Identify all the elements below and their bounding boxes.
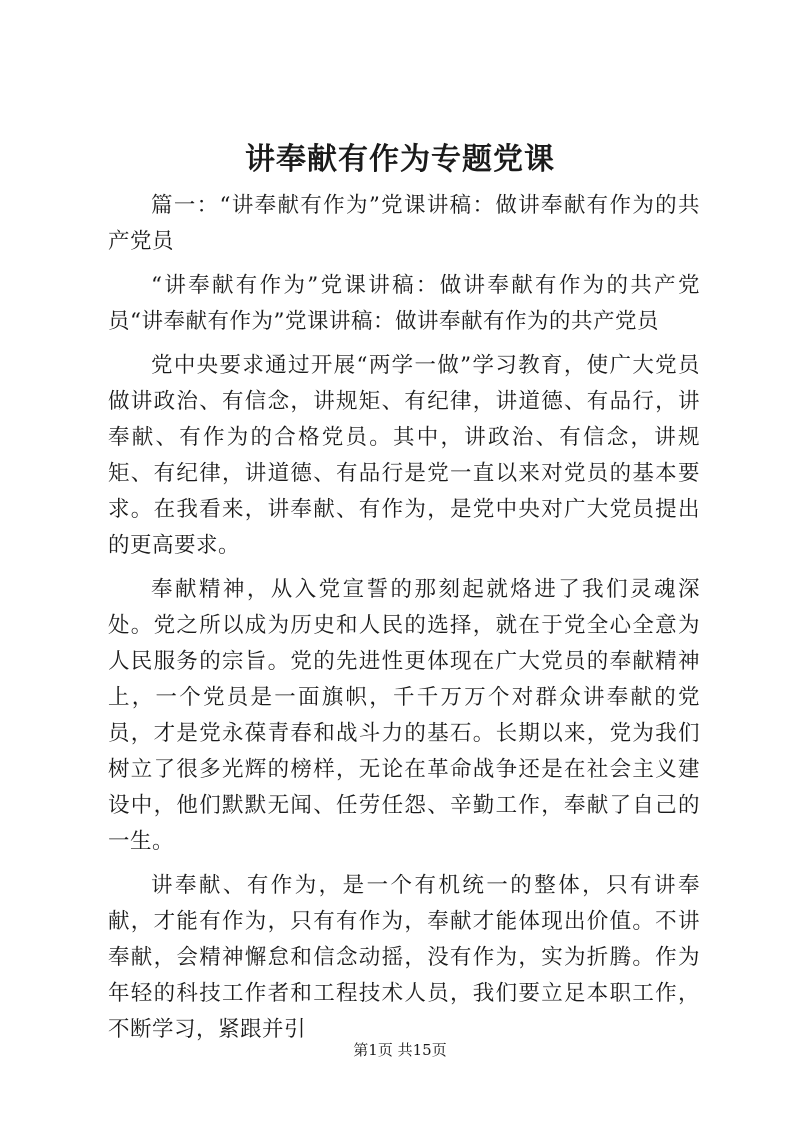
paragraph-5: 讲奉献、有作为，是一个有机统一的整体，只有讲奉献，才能有作为，只有有作为，奉献才能体现出价值。不讲奉献，会精神懈怠和信念动摇，没有作为，实为折腾。作为年轻的科技工作者和工程技术人员，我们要立足本职工作，不断学习，紧跟并引 (108, 873, 700, 1042)
paragraph-1: 篇一：“讲奉献有作为”党课讲稿：做讲奉献有作为的共产党员 (108, 193, 700, 254)
document-body (108, 188, 700, 1056)
paragraph-3: 党中央要求通过开展“两学一做”学习教育，使广大党员做讲政治、有信念，讲规矩、有纪律，讲道德、有品行，讲奉献、有作为的合格党员。其中，讲政治、有信念，讲规矩、有纪律，讲道德、有品行是党一直以来对党员的基本要求。在我看来，讲奉献、有作为，是党中央对广大党员提出的更高要求。 (108, 353, 700, 558)
paragraph-4: 奉献精神，从入党宣誓的那刻起就烙进了我们灵魂深处。党之所以成为历史和人民的选择，就在于党全心全意为人民服务的宗旨。党的先进性更体现在广大党员的奉献精神上，一个党员是一面旗帜，千千万万个对群众讲奉献的党员，才是党永葆青春和战斗力的基石。长期以来，党为我们树立了很多光辉的榜样，无论在革命战争还是在社会主义建设中，他们默默无闻、任劳任怨、辛勤工作，奉献了自己的一生。 (108, 577, 700, 854)
page-number-footer: 第1页 共15页 (353, 1041, 447, 1059)
document-title: 讲奉献有作为专题党课 (245, 142, 555, 177)
paragraph-2: “讲奉献有作为”党课讲稿：做讲奉献有作为的共产党员“讲奉献有作为”党课讲稿：做讲奉献有作为的共产党员 (108, 273, 700, 334)
